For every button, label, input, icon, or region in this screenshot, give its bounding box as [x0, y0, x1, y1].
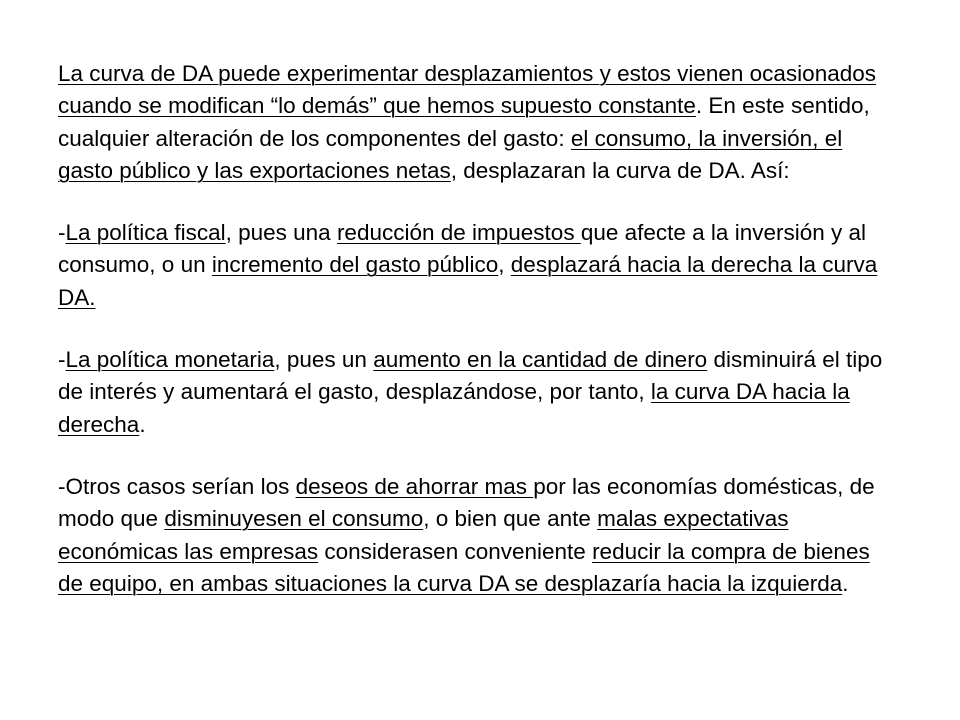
paragraph-other-cases [58, 471, 898, 600]
slide-body [58, 58, 898, 600]
text-segment: , pues una [225, 220, 337, 246]
paragraph-monetary-policy [58, 344, 898, 441]
underlined-text: incremento del gasto público [211, 252, 499, 278]
text-segment: , desplazaran la curva de DA. Así: [450, 157, 790, 183]
underlined-text: malas expectativas económicas las empresas [58, 506, 789, 564]
underlined-text: desplazará hacia la derecha la curva DA. [58, 252, 878, 310]
underlined-text: la curva DA hacia la derecha [58, 379, 850, 437]
text-segment: - [58, 220, 66, 246]
underlined-text: disminuyesen el consumo [164, 506, 424, 532]
text-segment: - [58, 347, 66, 373]
text-segment: disminuirá el tipo de interés y aumentará el gasto, desplazándose, por tanto, [58, 347, 883, 405]
underlined-text: aumento en la cantidad de dinero [373, 347, 708, 373]
text-segment: . En este sentido, cualquier alteración de los componentes del gasto: [58, 93, 870, 151]
underlined-text: La política monetaria [65, 347, 275, 373]
text-segment: , pues un [274, 347, 374, 373]
underlined-text: el consumo, la inversión, el gasto público y las exportaciones netas [58, 125, 843, 183]
underlined-text: reducción de impuestos [336, 220, 581, 246]
underlined-text: reducir la compra de bienes de equipo, en ambas situaciones la curva DA se desplazaría hacia la izquierda [58, 538, 870, 596]
underlined-text: deseos de ahorrar mas [295, 473, 534, 499]
text-segment: , [498, 252, 511, 278]
text-segment: . [139, 411, 146, 437]
underlined-text: La política fiscal [65, 220, 226, 246]
underlined-text: La curva de DA puede experimentar desplazamientos y estos vienen ocasionados cuando se modifican “lo demás” que hemos supuesto constante [58, 61, 876, 119]
paragraph-fiscal-policy [58, 217, 898, 314]
paragraph-intro [58, 58, 898, 187]
text-segment: , o bien que ante [423, 506, 598, 532]
text-segment: . [842, 570, 849, 596]
text-segment: considerasen conveniente [318, 538, 593, 564]
text-segment: por las economías domésticas, de modo que [58, 473, 875, 532]
text-segment: -Otros casos serían los [58, 473, 296, 499]
text-segment: que afecte a la inversión y al consumo, o un [58, 220, 867, 278]
